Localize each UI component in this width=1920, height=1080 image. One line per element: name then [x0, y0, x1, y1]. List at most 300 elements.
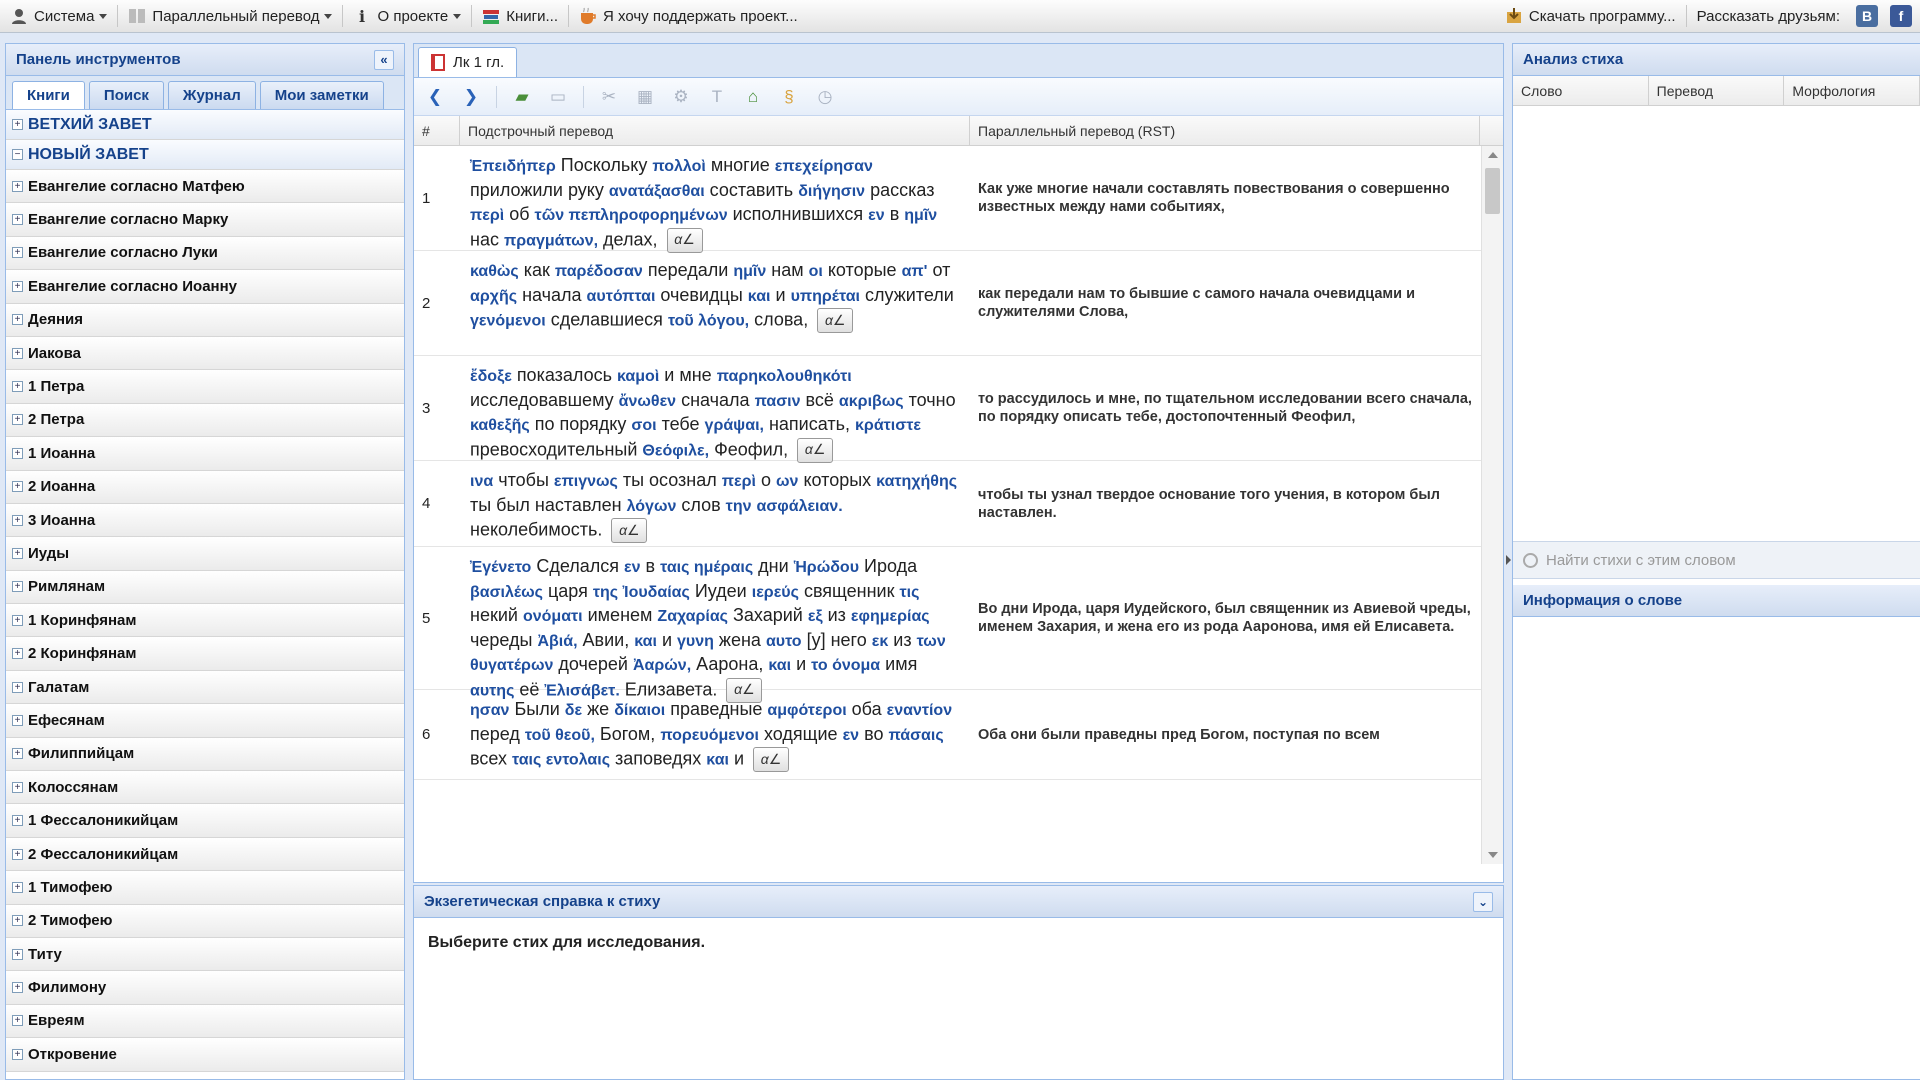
forward-arrow-icon[interactable]: ❯ — [463, 86, 479, 106]
column-morphology[interactable]: Морфология — [1784, 76, 1920, 105]
greek-word[interactable]: γενόμενοι — [470, 312, 546, 330]
tree-item-label: 1 Тимофею — [28, 878, 113, 896]
russian-gloss: имя — [885, 654, 918, 674]
greek-word[interactable]: αρχῆς — [470, 287, 518, 305]
tree-item-book[interactable] — [6, 471, 404, 504]
russian-gloss: дочерей — [558, 654, 628, 674]
cut-icon[interactable]: ✂ — [601, 86, 617, 106]
menu-about[interactable] — [343, 0, 471, 32]
russian-gloss: нам — [771, 260, 804, 280]
greek-word[interactable]: ασφάλειαν. — [756, 497, 843, 515]
greek-word[interactable]: ησαν — [470, 702, 510, 719]
greek-word[interactable]: τῶν πεπληροφορημένων — [534, 207, 728, 224]
menu-sistema-label: Система — [34, 7, 95, 25]
verse-row[interactable] — [414, 146, 1503, 251]
greek-word[interactable]: γυνη — [677, 632, 714, 650]
expand-plus-icon[interactable]: + — [12, 715, 23, 726]
tree-item-book[interactable] — [6, 671, 404, 704]
tab-luke-1[interactable] — [418, 47, 517, 77]
tree-item-book[interactable] — [6, 804, 404, 837]
tell-friends-text: Рассказать друзьям: — [1696, 7, 1840, 25]
verse-row[interactable] — [414, 251, 1503, 356]
russian-gloss: всех — [470, 748, 507, 769]
russian-gloss: показалось — [516, 365, 613, 385]
greek-word[interactable]: Ἀαρών, — [633, 657, 692, 674]
expand-plus-icon[interactable]: + — [12, 381, 23, 392]
greek-word[interactable]: περὶ — [721, 473, 756, 490]
expand-plus-icon[interactable]: + — [12, 882, 23, 893]
document-tabs — [414, 44, 1503, 78]
expand-plus-icon[interactable]: + — [12, 581, 23, 592]
russian-gloss: очевидцы — [660, 284, 743, 305]
russian-gloss: царя — [547, 580, 588, 601]
greek-word[interactable]: την — [725, 497, 752, 515]
russian-gloss: жена — [718, 629, 761, 650]
russian-gloss: [у] него — [806, 629, 867, 650]
text-format-icon[interactable]: T — [711, 86, 723, 106]
toolbar-separator — [496, 86, 497, 108]
verse-row[interactable] — [414, 690, 1503, 780]
greek-word[interactable]: αμφότεροι — [767, 702, 847, 719]
russian-gloss: приложили руку — [470, 179, 604, 200]
menu-support[interactable] — [569, 0, 808, 32]
tree-item-label: 1 Иоанна — [28, 444, 96, 462]
expand-plus-icon[interactable]: + — [12, 181, 23, 192]
greek-word[interactable]: οι — [808, 263, 823, 280]
verse-analysis-icon[interactable]: α∠ — [611, 518, 647, 543]
tree-item-label: Галатам — [28, 678, 90, 696]
menu-books[interactable] — [472, 0, 568, 32]
greek-word[interactable]: ἄνωθεν — [618, 392, 677, 410]
russian-gloss: и мне — [664, 365, 712, 385]
tree-item-label: Филимону — [28, 979, 107, 997]
greek-word[interactable]: πασιν — [754, 392, 801, 410]
expand-plus-icon[interactable]: + — [12, 615, 23, 626]
tab-books[interactable]: Книги — [12, 81, 85, 109]
russian-gloss: во — [864, 723, 884, 744]
expand-plus-icon[interactable]: + — [12, 648, 23, 659]
expand-plus-icon[interactable]: + — [12, 1015, 23, 1026]
tree-item-label: Евреям — [28, 1012, 85, 1030]
greek-word[interactable]: πάσαις — [888, 726, 944, 744]
russian-gloss: Феофил, — [714, 438, 789, 459]
russian-gloss: всё — [805, 389, 834, 410]
menu-download-label: Скачать программу... — [1528, 7, 1676, 25]
greek-word[interactable]: Ἐγένετο — [470, 559, 532, 576]
greek-word[interactable]: εν — [868, 207, 885, 224]
tree-item-label: Евангелие согласно Иоанну — [28, 277, 238, 295]
tree-item-book[interactable] — [6, 1038, 404, 1071]
tree-item-label: Иакова — [28, 344, 81, 362]
expand-plus-icon[interactable]: + — [12, 815, 23, 826]
menu-download[interactable] — [1495, 0, 1686, 32]
greek-word[interactable]: τοῦ λόγου, — [667, 312, 750, 330]
find-verses-search[interactable] — [1513, 541, 1920, 579]
russian-gloss: сделавшиеся — [550, 309, 663, 330]
russian-gloss: священник — [803, 580, 895, 601]
greek-word[interactable]: και — [706, 751, 729, 769]
greek-word[interactable]: σοι — [631, 417, 657, 434]
tree-item-book[interactable] — [6, 437, 404, 470]
verse-row[interactable] — [414, 547, 1503, 699]
russian-gloss: в — [645, 556, 656, 576]
russian-gloss: же — [587, 699, 610, 719]
greek-word[interactable]: Ἐλισάβετ. — [544, 681, 620, 699]
greek-word[interactable]: Ἐπειδήπερ — [470, 158, 556, 175]
tree-item-label: Деяния — [28, 311, 83, 329]
expand-plus-icon[interactable]: + — [12, 448, 23, 459]
tell-friends-label — [1687, 0, 1850, 32]
tree-section-new-testament[interactable] — [6, 140, 404, 170]
expand-plus-icon[interactable]: + — [12, 314, 23, 325]
tree-item-label: 1 Коринфянам — [28, 611, 137, 629]
menu-support-label: Я хочу поддержать проект... — [603, 7, 798, 25]
tree-item-book[interactable] — [6, 270, 404, 303]
greek-word[interactable]: τις — [899, 583, 920, 601]
greek-word[interactable]: κατηχήθης — [876, 473, 958, 490]
greek-word[interactable]: δε — [564, 702, 583, 719]
tree-item-book[interactable] — [6, 170, 404, 203]
caret-down-icon — [99, 14, 107, 19]
greek-word[interactable]: επεχείρησαν — [774, 158, 873, 175]
tree-item-book[interactable] — [6, 304, 404, 337]
greek-word[interactable]: ημῖν — [904, 207, 938, 224]
expand-plus-icon[interactable]: + — [12, 414, 23, 425]
russian-gloss: многие — [710, 155, 770, 175]
column-number[interactable]: # — [414, 116, 460, 145]
russian-gloss: Иудеи — [694, 580, 747, 601]
expand-plus-icon[interactable]: + — [12, 548, 23, 559]
menu-books-label: Книги... — [506, 7, 559, 25]
back-arrow-icon[interactable]: ❮ — [427, 86, 443, 106]
tree-item-book[interactable] — [6, 871, 404, 904]
word-info-section — [1513, 585, 1920, 617]
expand-down-icon[interactable]: ⌄ — [1473, 892, 1493, 912]
expand-plus-icon[interactable]: + — [12, 748, 23, 759]
greek-word[interactable]: και — [768, 657, 792, 674]
tree-item-book[interactable] — [6, 971, 404, 1004]
word-info-title: Информация о слове — [1523, 592, 1683, 609]
tree-item-book[interactable] — [6, 938, 404, 971]
greek-word[interactable]: Θεόφιλε, — [642, 441, 710, 459]
greek-word[interactable]: ανατάξασθαι — [608, 182, 705, 200]
menu-sistema[interactable] — [0, 0, 117, 32]
russian-gloss: как — [523, 260, 550, 280]
greek-word[interactable]: πολλοὶ — [652, 158, 706, 175]
tab-journal[interactable]: Журнал — [168, 81, 256, 109]
collapse-left-icon[interactable]: « — [374, 50, 394, 70]
tree-item-label: ВЕТХИЙ ЗАВЕТ — [28, 115, 152, 133]
greek-word[interactable]: ημῖν — [733, 263, 767, 280]
tab-search[interactable]: Поиск — [89, 81, 164, 109]
russian-gloss: некий — [470, 605, 518, 625]
russian-gloss: о — [760, 470, 771, 490]
greek-word[interactable]: αυτης — [470, 681, 515, 699]
expand-plus-icon[interactable]: + — [12, 915, 23, 926]
greek-word[interactable]: αυτόπται — [586, 287, 656, 305]
russian-gloss: Поскольку — [560, 155, 648, 175]
tree-item-label: Римлянам — [28, 578, 106, 596]
tree-item-book[interactable] — [6, 905, 404, 938]
vkontakte-icon[interactable]: B — [1856, 5, 1878, 27]
tools-panel-title: Панель инструментов — [16, 51, 181, 68]
greek-word[interactable]: λόγων — [626, 497, 677, 515]
tree-item-book[interactable] — [6, 370, 404, 403]
tree-item-label: 1 Фессалоникийцам — [28, 812, 179, 830]
table-icon[interactable]: ▦ — [636, 86, 654, 106]
tree-item-book[interactable] — [6, 1005, 404, 1038]
russian-gloss: из — [827, 605, 846, 625]
tree-item-book[interactable] — [6, 704, 404, 737]
scroll-up-icon[interactable] — [1488, 152, 1498, 158]
tree-item-label: Откровение — [28, 1045, 117, 1063]
russian-gloss: Ирода — [864, 556, 918, 576]
expand-plus-icon[interactable]: + — [12, 281, 23, 292]
greek-word[interactable]: διήγησιν — [798, 182, 866, 200]
verse-analysis-header — [1513, 44, 1920, 76]
verse-number: 2 — [422, 294, 431, 312]
books-icon — [482, 7, 500, 25]
greek-word[interactable]: ιερεύς — [751, 583, 799, 601]
expand-plus-icon[interactable]: + — [12, 348, 23, 359]
tree-item-book[interactable] — [6, 404, 404, 437]
interlinear-text — [460, 690, 970, 779]
russian-gloss: рассказ — [870, 179, 935, 200]
tree-item-label: Евангелие согласно Луки — [28, 244, 218, 262]
word-info-header — [1513, 585, 1920, 617]
russian-gloss: об — [509, 204, 530, 224]
menu-parallel[interactable] — [118, 0, 342, 32]
exegetical-hint: Выберите стих для исследования. — [428, 934, 706, 951]
expand-plus-icon[interactable]: + — [12, 481, 23, 492]
facebook-icon[interactable]: f — [1890, 5, 1912, 27]
find-verses-placeholder: Найти стихи с этим словом — [1546, 551, 1736, 569]
expand-plus-icon[interactable]: + — [12, 982, 23, 993]
add-bookmark-icon[interactable]: ▰ — [515, 86, 529, 106]
parallel-text: Оба они были праведны пред Богом, поступая по всем — [978, 726, 1380, 743]
russian-gloss: заповедях — [615, 748, 702, 769]
tools-panel — [5, 43, 405, 1080]
russian-gloss: служители — [865, 284, 954, 305]
column-word[interactable]: Слово — [1513, 76, 1649, 105]
expand-plus-icon[interactable]: + — [12, 515, 23, 526]
verse-analysis-title: Анализ стиха — [1523, 51, 1624, 68]
greek-word[interactable]: εκ — [871, 632, 889, 650]
russian-gloss: составить — [709, 179, 794, 200]
interlinear-text — [460, 356, 970, 460]
russian-gloss: превосходительный — [470, 438, 638, 459]
greek-word[interactable]: καθὼς — [470, 263, 519, 280]
expand-plus-icon[interactable]: + — [12, 949, 23, 960]
reading-toolbar — [414, 78, 1503, 116]
russian-gloss: и — [796, 654, 807, 674]
scroll-thumb[interactable] — [1485, 168, 1500, 214]
tools-tabs — [6, 76, 404, 110]
tab-my-notes[interactable]: Мои заметки — [260, 81, 384, 109]
collapse-minus-icon[interactable]: − — [12, 149, 23, 160]
russian-gloss: и — [661, 629, 672, 650]
russian-gloss: чтобы — [498, 470, 549, 490]
verse-list — [414, 146, 1503, 780]
tree-item-book[interactable] — [6, 838, 404, 871]
greek-word[interactable]: υπηρέται — [790, 287, 860, 305]
greek-word[interactable]: απ' — [901, 263, 928, 280]
tree-item-label: Титу — [28, 945, 62, 963]
verse-number: 5 — [422, 609, 431, 627]
greek-word[interactable]: ονόματι — [522, 608, 583, 625]
greek-word[interactable]: παρέδοσαν — [554, 263, 643, 280]
verse-scrollbar[interactable] — [1481, 146, 1503, 864]
greek-word[interactable]: της Ἰουδαίας — [592, 583, 690, 601]
svg-text:i: i — [359, 7, 366, 25]
russian-gloss: начала — [522, 284, 582, 305]
verse-row[interactable] — [414, 461, 1503, 547]
column-interlinear[interactable]: Подстрочный перевод — [460, 116, 970, 145]
tools-panel-header — [6, 44, 404, 76]
column-translation[interactable]: Перевод — [1649, 76, 1785, 105]
expand-plus-icon[interactable]: + — [12, 1049, 23, 1060]
verse-analysis-icon[interactable]: α∠ — [667, 228, 703, 253]
expand-plus-icon[interactable]: + — [12, 119, 23, 130]
verse-number: 1 — [422, 189, 431, 207]
tree-item-label: 3 Иоанна — [28, 511, 96, 529]
tree-item-book[interactable] — [6, 738, 404, 771]
verse-analysis-icon[interactable]: α∠ — [817, 308, 853, 333]
tree-item-book[interactable] — [6, 637, 404, 670]
tree-item-book[interactable] — [6, 237, 404, 270]
greek-word[interactable]: και — [747, 287, 771, 305]
tree-item-book[interactable] — [6, 537, 404, 570]
interlinear-text — [460, 547, 970, 699]
expand-plus-icon[interactable]: + — [12, 247, 23, 258]
tree-item-book[interactable] — [6, 604, 404, 637]
tree-item-label: Филиппийцам — [28, 745, 135, 763]
greek-word[interactable]: βασιλέως — [470, 583, 543, 601]
tree-item-book[interactable] — [6, 203, 404, 236]
greek-word[interactable]: παρηκολουθηκότι — [716, 368, 852, 385]
greek-word[interactable]: ινα — [470, 473, 494, 490]
greek-word[interactable]: πραγμάτων, — [503, 231, 599, 249]
greek-word[interactable]: δίκαιοι — [614, 702, 666, 719]
caret-down-icon — [453, 14, 461, 19]
scroll-down-icon[interactable] — [1488, 852, 1498, 858]
russian-gloss: дни — [758, 556, 789, 576]
greek-word[interactable]: περὶ — [470, 207, 505, 224]
russian-gloss: и — [775, 284, 786, 305]
greek-word[interactable]: το όνομα — [811, 657, 881, 674]
greek-word[interactable]: εν — [842, 726, 860, 744]
search-icon — [1523, 553, 1538, 568]
splitter-arrow-icon[interactable] — [1506, 555, 1511, 565]
greek-word[interactable]: καθεξῆς — [470, 417, 530, 434]
greek-word[interactable]: και — [634, 632, 657, 650]
verse-number: 6 — [422, 726, 431, 743]
greek-word[interactable]: εν — [624, 559, 641, 576]
greek-word[interactable]: Ζαχαρίας — [657, 608, 728, 625]
greek-word[interactable]: εφημερίας — [850, 608, 930, 625]
menu-about-label: О проекте — [377, 7, 449, 25]
greek-word[interactable]: εναντίον — [886, 702, 953, 719]
expand-plus-icon[interactable]: + — [12, 782, 23, 793]
verse-analysis-icon[interactable]: α∠ — [797, 438, 833, 463]
column-parallel[interactable]: Параллельный перевод (RST) — [970, 116, 1480, 145]
russian-gloss: исследовавшему — [470, 389, 614, 410]
tree-item-book[interactable] — [6, 571, 404, 604]
greek-word[interactable]: ταις εντολαις — [512, 751, 611, 769]
highlight-icon[interactable]: ⌂ — [747, 86, 759, 106]
greek-word[interactable]: τοῦ θεοῦ, — [524, 726, 595, 744]
russian-gloss: Авии, — [582, 629, 630, 650]
verse-row[interactable] — [414, 356, 1503, 461]
greek-word[interactable]: καμοὶ — [617, 368, 660, 385]
tree-item-label: Иуды — [28, 544, 70, 562]
greek-word[interactable]: ων — [776, 473, 799, 490]
verse-analysis-icon[interactable]: α∠ — [726, 678, 762, 703]
greek-word[interactable]: γράψαι, — [704, 417, 764, 434]
toolbar-separator — [583, 86, 584, 108]
tree-item-label: 2 Коринфянам — [28, 645, 137, 663]
download-box-icon — [1505, 7, 1523, 25]
expand-plus-icon[interactable]: + — [12, 682, 23, 693]
copy-icon[interactable]: ▭ — [549, 86, 567, 106]
russian-gloss: которые — [827, 260, 897, 280]
greek-word[interactable]: ἔδοξε — [470, 368, 512, 385]
greek-word[interactable]: πορευόμενοι — [660, 726, 759, 744]
tree-section-old-testament[interactable] — [6, 110, 404, 140]
russian-gloss: череды — [470, 629, 533, 650]
greek-word[interactable]: εξ — [807, 608, 823, 625]
tree-item-book[interactable] — [6, 504, 404, 537]
expand-plus-icon[interactable]: + — [12, 214, 23, 225]
tree-item-label: 2 Тимофею — [28, 912, 113, 930]
russian-gloss: Богом, — [599, 723, 656, 744]
top-menu-right — [1495, 0, 1920, 32]
greek-word[interactable]: αυτο — [765, 632, 802, 650]
russian-gloss: и — [733, 748, 745, 769]
tree-item-label: Евангелие согласно Марку — [28, 211, 229, 229]
interlinear-text — [460, 461, 970, 546]
russian-gloss: праведные — [670, 699, 763, 719]
verse-grid-header — [414, 116, 1503, 146]
russian-gloss: по порядку — [534, 414, 627, 434]
russian-gloss: делах, — [603, 228, 658, 249]
tree-item-book[interactable] — [6, 337, 404, 370]
greek-word[interactable]: των θυγατέρων — [470, 632, 946, 674]
tree-item-label: 2 Иоанна — [28, 478, 96, 496]
expand-plus-icon[interactable]: + — [12, 849, 23, 860]
verse-analysis-icon[interactable]: α∠ — [753, 747, 789, 772]
tree-item-label: Колоссянам — [28, 778, 119, 796]
settings-icon[interactable]: ⚙ — [673, 86, 689, 106]
tab-luke-1-label: Лк 1 гл. — [453, 54, 505, 71]
greek-word[interactable]: ακριβως — [838, 392, 904, 410]
greek-word[interactable]: Ἀβιά, — [537, 632, 578, 650]
greek-word[interactable]: κράτιστε — [855, 417, 921, 434]
greek-word[interactable]: ταις ημέραις — [660, 559, 754, 576]
tree-item-label: НОВЫЙ ЗАВЕТ — [28, 145, 149, 163]
russian-gloss: Были — [514, 699, 560, 719]
tree-item-label: Ефесянам — [28, 711, 105, 729]
russian-gloss: передали — [647, 260, 729, 280]
tree-item-book[interactable] — [6, 771, 404, 804]
analysis-grid-header — [1513, 76, 1920, 106]
scroll-icon[interactable]: § — [784, 86, 794, 106]
greek-word[interactable]: επιγνως — [553, 473, 618, 490]
exegetical-panel-title: Экзегетическая справка к стиху — [424, 893, 661, 910]
russian-gloss: слова, — [754, 309, 809, 330]
greek-word[interactable]: Ἡρώδου — [793, 559, 860, 576]
history-clock-icon[interactable]: ◷ — [817, 86, 833, 106]
